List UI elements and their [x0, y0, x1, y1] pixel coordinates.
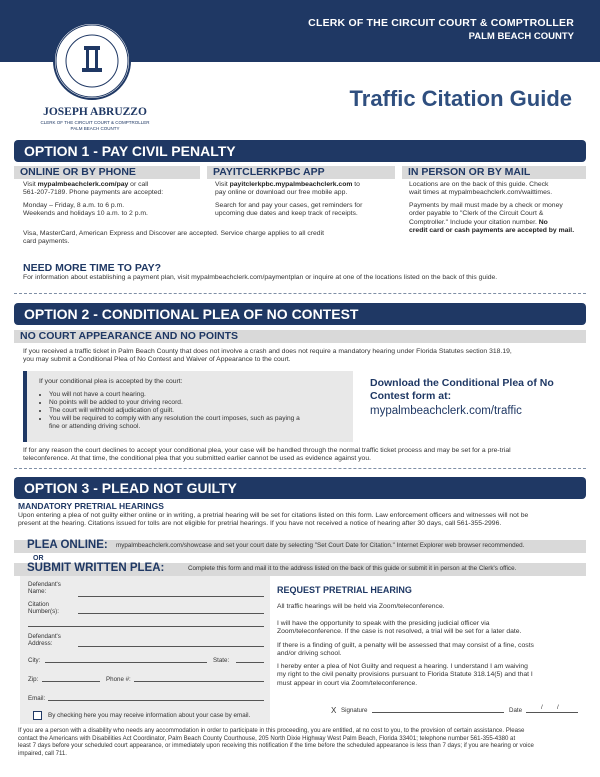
city-field[interactable]	[45, 662, 207, 663]
not-guilty-plea-text: I hereby enter a plea of Not Guilty and request a hearing. I understand I am waiving my right to the civil penalty provisions pursuant to Florida Statute 318.14(5) and that I must appear in court via Zoom/teleconference.	[277, 663, 533, 687]
state-label: State:	[213, 657, 230, 664]
pretrial-heading: MANDATORY PRETRIAL HEARINGS	[18, 501, 164, 511]
option2-intro: If you received a traffic ticket in Palm Beach County that does not involve a crash and does not require a mandatory hearing under Florida Statutes section 318.19, you may submit a Conditional Plea of No Contest and Waiver of Appearance to the court.	[23, 348, 512, 364]
clerk-seal-logo	[53, 22, 131, 100]
written-plea-label: SUBMIT WRITTEN PLEA:	[27, 562, 165, 574]
defendant-name-field[interactable]	[78, 596, 264, 597]
app-text: Visit payitclerkpbc.mypalmbeachclerk.com to pay online or download our free mobile app. Search for and pay your cases, get reminders for upcoming due dates and keep track of receipts.	[215, 181, 363, 218]
clerk-county: PALM BEACH COUNTY	[70, 126, 120, 131]
plea-benefits-list	[49, 391, 300, 431]
phone-label: Phone #:	[106, 676, 131, 683]
date-field[interactable]	[526, 712, 578, 713]
or-label: OR	[33, 555, 44, 562]
city-label: City:	[28, 657, 41, 664]
clerk-title: CLERK OF THE CIRCUIT COURT & COMPTROLLER	[40, 120, 150, 125]
phone-text: Visit mypalmbeachclerk.com/pay or call 561-207-7189. Phone payments are accepted: Monday – Friday, 8 a.m. to 6 p.m. Weekends and holidays 10 a.m. to 2 p.m.	[23, 181, 164, 218]
clerk-name: JOSEPH ABRUZZO	[43, 106, 147, 118]
page-title: Traffic Citation Guide	[349, 86, 572, 111]
email-label: Email:	[28, 695, 46, 702]
date-label: Date	[509, 707, 523, 714]
signature-field[interactable]	[372, 712, 504, 713]
phone-field[interactable]	[134, 681, 264, 682]
date-slash-2: /	[557, 704, 559, 711]
email-field[interactable]	[48, 700, 264, 701]
defendant-name-label: Defendant's Name:	[28, 581, 61, 595]
plea-box-heading: If your conditional plea is accepted by the court:	[39, 378, 183, 385]
divider	[14, 293, 586, 294]
mail-text: Locations are on the back of this guide. Check wait times at mypalmbeachclerk.com/waittimes. Payments by mail must made by a check or money order payable to "Clerk of the Circuit Court & Comptroller." Include your citation number. No credit card or cash payments are accepted by mail.	[409, 181, 575, 235]
option2-bar: OPTION 2 - CONDITIONAL PLEA OF NO CONTEST	[14, 303, 586, 325]
citation-number-label: Citation Number(s):	[28, 601, 59, 615]
hearing-opportunity-text: I will have the opportunity to speak with the presiding judicial officer via Zoom/teleconference. If the case is not resolved, a trial will be set for a later date.	[277, 620, 522, 636]
county-title: PALM BEACH COUNTY	[468, 31, 574, 42]
option3-intro: Upon entering a plea of not guilty either online or in writing, a pretrial hearing will be set for citations listed on this form. Law enforcement officers and witnesses will not be present at the hearing. Citations issued for tolls are not eligible for pretrial hearings. If you have not received a notice of hearing after 30 days, call 561-355-2996.	[18, 512, 529, 528]
office-title: CLERK OF THE CIRCUIT COURT & COMPTROLLER	[308, 17, 574, 29]
ada-notice: If you are a person with a disability who needs any accommodation in order to participate in this proceeding, you are entitled, at no cost to you, to the provision of certain assistance. Please contact the Americans with Disabilities Act Coordinator, Palm Beach County Courthouse, 205 North Dixie Highway West Palm Beach, Florida 33401; telephone number 561-355-4380 at least 7 days before your scheduled court appearance, or immediately upon receiving this notification if the time before the scheduled appearance is less than 7 days; if you are hearing or voice impaired, call 711.	[18, 727, 534, 757]
conditional-plea-box	[23, 371, 353, 442]
cards-text: Visa, MasterCard, American Express and Discover are accepted. Service charge applies to all credit card payments.	[23, 230, 324, 246]
mail-heading: IN PERSON OR BY MAIL	[402, 166, 586, 179]
zip-field[interactable]	[42, 681, 100, 682]
state-field[interactable]	[236, 662, 264, 663]
zip-label: Zip:	[28, 676, 39, 683]
list-item: • You will be required to comply with any resolution the court imposes, such as paying a	[49, 415, 300, 423]
defendant-address-field[interactable]	[78, 646, 264, 647]
app-link[interactable]: payitclerkpbc.mypalmbeachclerk.com	[229, 181, 353, 188]
signature-label: Signature	[341, 707, 368, 714]
more-time-heading: NEED MORE TIME TO PAY?	[23, 262, 162, 274]
citation-number-field-2[interactable]	[28, 626, 264, 627]
download-heading: Download the Conditional Plea of No Contest form at:	[370, 377, 554, 402]
more-time-text: For information about establishing a payment plan, visit mypalmbeachclerk.com/paymentplan or inquire at one of the locations listed on the back of this guide.	[23, 274, 498, 281]
written-plea-text: Complete this form and mail it to the address listed on the back of this guide or submit it in person at the Clerk's office.	[188, 565, 517, 572]
email-updates-label: By checking here you may receive information about your case by email.	[48, 712, 251, 719]
list-item: • You will not have a court hearing.	[49, 391, 300, 399]
list-item: • No points will be added to your driving record.	[49, 399, 300, 407]
option1-bar: OPTION 1 - PAY CIVIL PENALTY	[14, 140, 586, 162]
citation-number-field[interactable]	[78, 613, 264, 614]
defendant-form	[20, 576, 270, 724]
app-heading: PAYITCLERKPBC APP	[207, 166, 395, 179]
plea-online-link[interactable]: mypalmbeachclerk.com/showcase and set your court date by selecting "Set Court Date for Citation." Internet Explorer web browser recommended.	[116, 542, 525, 549]
clerk-subtitle	[34, 120, 156, 132]
guilt-penalty-text: If there is a finding of guilt, a penalty will be assessed that may consist of a fine, costs and/or driving school.	[277, 642, 534, 658]
no-court-heading: NO COURT APPEARANCE AND NO POINTS	[14, 330, 586, 343]
signature-x: X	[331, 706, 337, 715]
phone-heading: ONLINE OR BY PHONE	[14, 166, 200, 179]
pay-link[interactable]: mypalmbeachclerk.com/pay	[37, 181, 129, 188]
request-hearing-title: REQUEST PRETRIAL HEARING	[277, 585, 412, 595]
traffic-form-link[interactable]: mypalmbeachclerk.com/traffic	[370, 405, 522, 417]
seal-ring-icon	[53, 22, 131, 100]
list-item-cont: fine or attending driving school.	[49, 423, 141, 430]
decline-text: If for any reason the court declines to accept your conditional plea, your case will be handled through the normal traffic ticket process and may be set for a pre-trial teleconference. At that time, the conditional plea that you submitted earlier cannot be used as evidence against you.	[23, 447, 511, 463]
list-item: • The court will withhold adjudication of guilt.	[49, 407, 300, 415]
plea-online-label: PLEA ONLINE:	[27, 539, 108, 551]
divider	[14, 468, 586, 469]
hearing-zoom-text: All traffic hearings will be held via Zoom/teleconference.	[277, 603, 445, 610]
option3-bar: OPTION 3 - PLEAD NOT GUILTY	[14, 477, 586, 499]
date-slash-1: /	[541, 704, 543, 711]
defendant-address-label: Defendant's Address:	[28, 633, 61, 647]
email-updates-checkbox[interactable]	[33, 711, 42, 720]
